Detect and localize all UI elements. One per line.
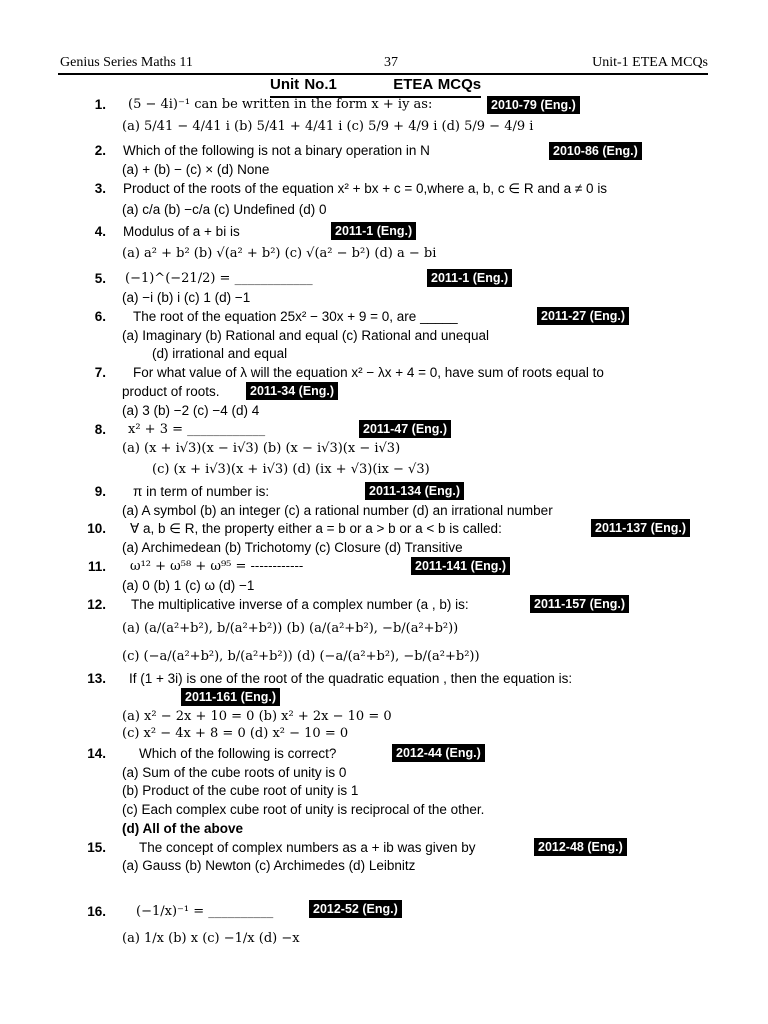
question-number: 12. bbox=[87, 597, 106, 612]
page-title bbox=[270, 76, 481, 98]
question-number: 13. bbox=[87, 671, 106, 686]
question-number: 1. bbox=[94, 97, 106, 112]
question-number: 8. bbox=[94, 422, 106, 437]
question-stem: If (1 + 3i) is one of the root of the quadratic equation , then the equation is: bbox=[129, 671, 573, 686]
question-stem: The multiplicative inverse of a complex number (a , b) is: bbox=[131, 597, 469, 612]
question-stem: Product of the roots of the equation x² + bx + c = 0,where a, b, c ∈ R and a ≠ 0 is bbox=[123, 181, 608, 196]
question-options: (c) (−a/(a²+b²), b/(a²+b²)) (d) (−a/(a²+b²), −b/(a²+b²)) bbox=[122, 649, 480, 664]
question-stem: (−1/x)⁻¹ = __________ bbox=[136, 904, 274, 919]
question-number: 9. bbox=[94, 484, 106, 499]
question-options: (a) 5/41 − 4/41 i (b) 5/41 + 4/41 i (c) 5/9 + 4/9 i (d) 5/9 − 4/9 i bbox=[122, 119, 534, 134]
year-tag: 2011-1 (Eng.) bbox=[427, 269, 512, 287]
question-number: 3. bbox=[94, 181, 106, 196]
year-tag: 2011-134 (Eng.) bbox=[365, 482, 464, 500]
question-stem: π in term of number is: bbox=[133, 484, 270, 499]
question-stem: (−1)^(−21/2) = ____________ bbox=[125, 271, 313, 286]
header-book-title: Genius Series Maths 11 bbox=[60, 55, 193, 70]
page-header bbox=[58, 54, 708, 75]
question-options: (b) Product of the cube root of unity is 1 bbox=[122, 783, 359, 798]
question-number: 6. bbox=[94, 309, 106, 324]
year-tag: 2010-86 (Eng.) bbox=[549, 142, 642, 160]
question-stem: Which of the following is correct? bbox=[139, 746, 337, 761]
year-tag: 2011-27 (Eng.) bbox=[537, 307, 629, 325]
question-number: 16. bbox=[87, 904, 106, 919]
question-options: (c) Each complex cube root of unity is reciprocal of the other. bbox=[122, 802, 485, 817]
question-stem: For what value of λ will the equation x² − λx + 4 = 0, have sum of roots equal to bbox=[133, 365, 604, 380]
question-options: (a) 0 (b) 1 (c) ω (d) −1 bbox=[122, 578, 255, 593]
question-stem: The root of the equation 25x² − 30x + 9 = 0, are _____ bbox=[133, 309, 458, 324]
title-section: ETEA MCQs bbox=[393, 76, 482, 93]
year-tag: 2011-1 (Eng.) bbox=[331, 222, 416, 240]
question-stem: The concept of complex numbers as a + ib was given by bbox=[139, 840, 476, 855]
question-options: (a) A symbol (b) an integer (c) a rational number (d) an irrational number bbox=[122, 503, 553, 518]
year-tag: 2011-141 (Eng.) bbox=[411, 557, 510, 575]
question-stem: ∀ a, b ∈ R, the property either a = b or a > b or a < b is called: bbox=[130, 521, 502, 536]
title-unit: Unit No.1 bbox=[270, 76, 337, 93]
question-number: 11. bbox=[87, 559, 106, 574]
question-options: (a) 1/x (b) x (c) −1/x (d) −x bbox=[122, 931, 300, 946]
question-options: (a) + (b) − (c) × (d) None bbox=[122, 162, 270, 177]
header-unit-label: Unit-1 ETEA MCQs bbox=[592, 55, 708, 70]
question-options: (a) Sum of the cube roots of unity is 0 bbox=[122, 765, 347, 780]
question-stem: (5 − 4i)⁻¹ can be written in the form x + iy as: bbox=[128, 97, 433, 112]
question-stem: ω¹² + ω⁵⁸ + ω⁹⁵ = ------------ bbox=[130, 559, 304, 574]
question-number: 10. bbox=[87, 521, 106, 536]
question-options: (a) Gauss (b) Newton (c) Archimedes (d) Leibnitz bbox=[122, 858, 416, 873]
question-options: (a) c/a (b) −c/a (c) Undefined (d) 0 bbox=[122, 202, 327, 217]
year-tag: 2011-157 (Eng.) bbox=[530, 595, 629, 613]
year-tag: 2010-79 (Eng.) bbox=[487, 96, 580, 114]
year-tag: 2011-47 (Eng.) bbox=[359, 420, 451, 438]
question-number: 5. bbox=[94, 271, 106, 286]
question-number: 2. bbox=[94, 143, 106, 158]
question-options: (a) Imaginary (b) Rational and equal (c) Rational and unequal bbox=[122, 328, 489, 343]
question-number: 4. bbox=[94, 224, 106, 239]
question-options: (a) a² + b² (b) √(a² + b²) (c) √(a² − b²) (d) a − bi bbox=[122, 246, 437, 261]
question-stem: Modulus of a + bi is bbox=[123, 224, 240, 239]
year-tag: 2012-48 (Eng.) bbox=[534, 838, 627, 856]
question-number: 15. bbox=[87, 840, 106, 855]
question-number: 14. bbox=[87, 746, 106, 761]
question-stem-continued: product of roots. bbox=[122, 384, 220, 399]
year-tag: 2011-34 (Eng.) bbox=[246, 382, 338, 400]
year-tag: 2011-161 (Eng.) bbox=[181, 688, 280, 706]
question-options: (a) Archimedean (b) Trichotomy (c) Closure (d) Transitive bbox=[122, 540, 463, 555]
question-options: (a) (a/(a²+b²), b/(a²+b²)) (b) (a/(a²+b²), −b/(a²+b²)) bbox=[122, 621, 459, 636]
question-options: (a) −i (b) i (c) 1 (d) −1 bbox=[122, 290, 251, 305]
question-options: (a) (x + i√3)(x − i√3) (b) (x − i√3)(x − i√3) bbox=[122, 441, 401, 456]
question-stem: Which of the following is not a binary operation in N bbox=[123, 143, 430, 158]
question-options: (a) 3 (b) −2 (c) −4 (d) 4 bbox=[122, 403, 260, 418]
question-answer: (d) All of the above bbox=[122, 821, 243, 836]
year-tag: 2011-137 (Eng.) bbox=[591, 519, 690, 537]
question-options: (c) (x + i√3)(x + i√3) (d) (ix + √3)(ix − √3) bbox=[152, 462, 430, 477]
question-options: (c) x² − 4x + 8 = 0 (d) x² − 10 = 0 bbox=[122, 726, 349, 741]
question-stem: x² + 3 = ____________ bbox=[128, 422, 266, 437]
year-tag: 2012-44 (Eng.) bbox=[392, 744, 485, 762]
question-number: 7. bbox=[94, 365, 106, 380]
question-options: (d) irrational and equal bbox=[152, 346, 288, 361]
header-page-number: 37 bbox=[384, 55, 398, 70]
question-options: (a) x² − 2x + 10 = 0 (b) x² + 2x − 10 = 0 bbox=[122, 709, 392, 724]
year-tag: 2012-52 (Eng.) bbox=[309, 900, 402, 918]
